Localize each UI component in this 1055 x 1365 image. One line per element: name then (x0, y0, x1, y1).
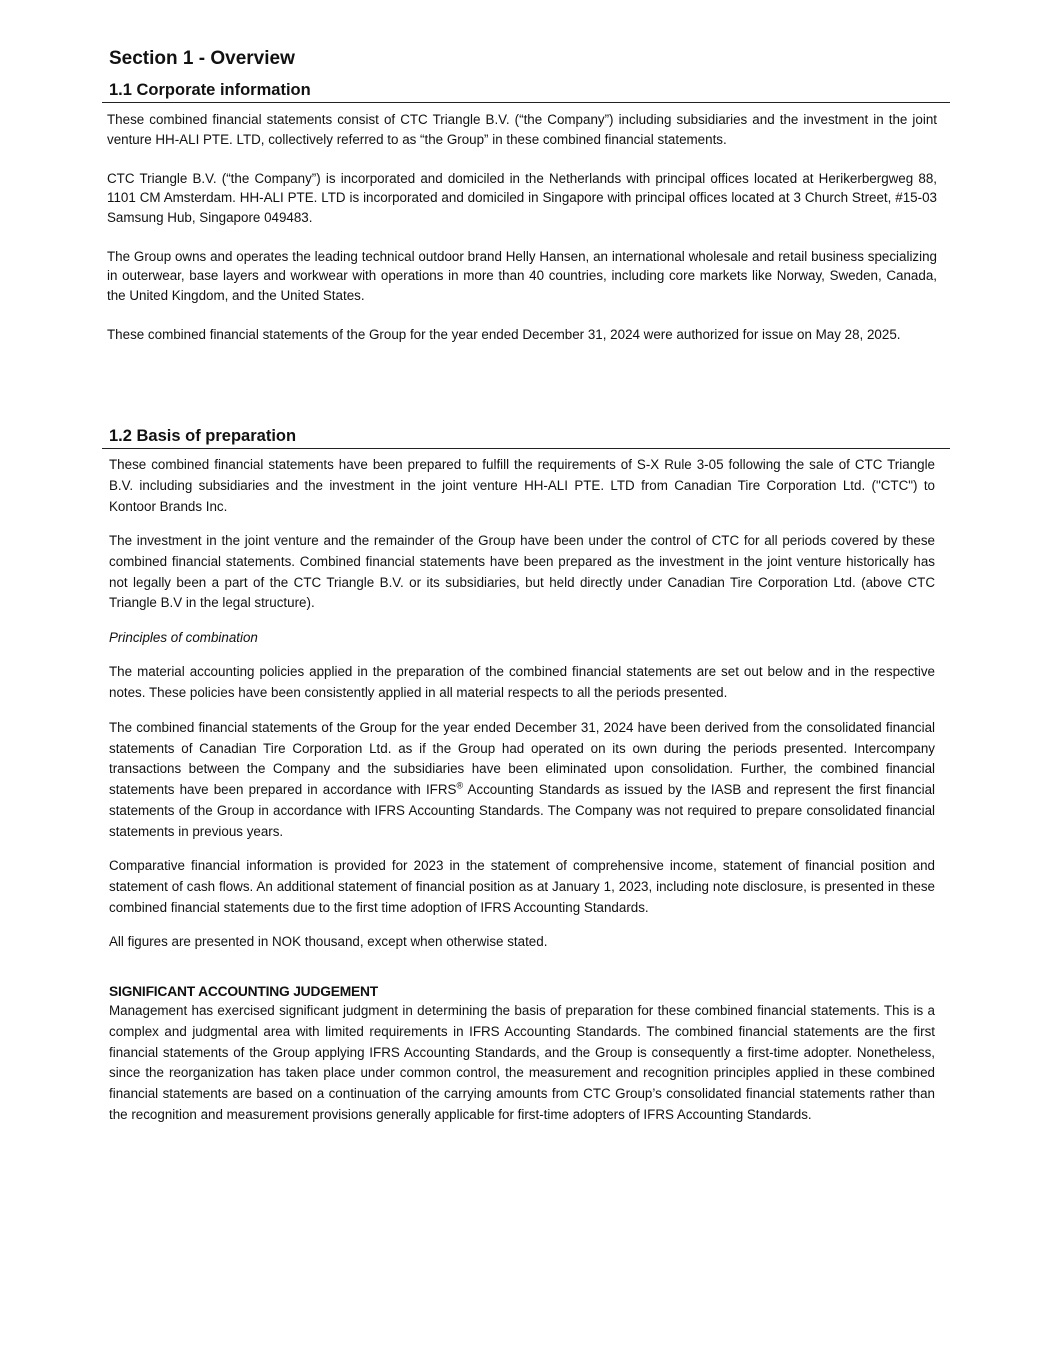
significant-judgement-heading: SIGNIFICANT ACCOUNTING JUDGEMENT (109, 984, 379, 999)
section-title: Section 1 - Overview (109, 48, 295, 69)
basis-paragraph (109, 718, 935, 843)
corporate-info-body (107, 110, 937, 364)
principles-of-combination-label: Principles of combination (109, 629, 258, 645)
judgement-body (109, 982, 935, 1126)
basis-paragraph: All figures are presented in NOK thousand, except when otherwise stated. (109, 934, 548, 950)
heading-rule (102, 102, 950, 103)
basis-of-preparation-body (109, 455, 935, 953)
basis-of-preparation-heading: 1.2 Basis of preparation (109, 427, 297, 445)
basis-paragraph: The material accounting policies applied in the preparation of the combined financial statements are set out below and in the respective notes. These policies have been consistently applied in all material respects to all the periods presented. (109, 664, 935, 701)
heading-rule (102, 448, 950, 449)
corporate-info-paragraph: These combined financial statements consist of CTC Triangle B.V. (“the Company”) including subsidiaries and the investment in the joint venture HH-ALI PTE. LTD, collectively referred to as “the Group” in these combined financial statements. (107, 112, 937, 147)
basis-text: The combined financial statements of the Group for the year ended December 31, 2024 have been derived from the consolidated financial statements of Canadian Tire Corporation Ltd. as if the Group had operated on its own during the periods presented. Intercompany transactions between the Company and the subsidiaries have been eliminated upon consolidation. Further, the combined financial statements have been prepared in accordance with IFRS (109, 719, 935, 798)
basis-paragraph: Comparative financial information is provided for 2023 in the statement of comprehensive income, statement of financial position and statement of cash flows. An additional statement of financial position as at January 1, 2023, including note disclosure, is presented in these combined financial statements due to the first time adoption of IFRS Accounting Standards. (109, 858, 935, 915)
basis-paragraph: The investment in the joint venture and the remainder of the Group have been under the control of CTC for all periods covered by these combined financial statements. Combined financial statements have been prepared as the investment in the joint venture historically has not legally been a part of the CTC Triangle B.V. or its subsidiaries, but held directly under Canadian Tire Corporation Ltd. (above CTC Triangle B.V in the legal structure). (109, 533, 935, 611)
corporate-info-heading: 1.1 Corporate information (109, 81, 311, 99)
registered-mark: ® (456, 780, 464, 791)
basis-paragraph: These combined financial statements have been prepared to fulfill the requirements of S-X Rule 3-05 following the sale of CTC Triangle B.V. including subsidiaries and the investment in the joint venture HH-ALI PTE. LTD from Canadian Tire Corporation Ltd. ("CTC") to Kontoor Brands Inc. (109, 457, 935, 514)
corporate-info-paragraph: The Group owns and operates the leading technical outdoor brand Helly Hansen, an international wholesale and retail business specializing in outerwear, base layers and workwear with operations in more than 40 countries, including core markets like Norway, Sweden, Canada, the United Kingdom, and the United States. (107, 248, 937, 303)
corporate-info-paragraph: CTC Triangle B.V. (“the Company”) is incorporated and domiciled in the Netherlands with principal offices located at Herikerbergweg 88, 1101 CM Amsterdam. HH-ALI PTE. LTD is incorporated and domiciled in Singapore with principal offices located at 3 Church Street, #15-03 Samsung Hub, Singapore 049483. (107, 170, 937, 225)
judgement-paragraph: Management has exercised significant judgment in determining the basis of preparation for these combined financial statements. This is a complex and judgmental area with limited requirements in IFRS Accounting Standards. The combined financial statements are the first financial statements of the Group applying IFRS Accounting Standards, and the Group is consequently a first-time adopter. Nonetheless, since the reorganization has taken place under common control, the measurement and recognition principles applied in these combined financial statements are based on a continuation of the carrying amounts from CTC Group’s consolidated financial statements rather than the recognition and measurement provisions generally applicable for first-time adopters of IFRS Accounting Standards. (109, 1003, 935, 1122)
corporate-info-paragraph: These combined financial statements of the Group for the year ended December 31, 2024 were authorized for issue on May 28, 2025. (107, 326, 901, 342)
basis-text: Accounting Standards as issued by the IASB and represent the first financial statements of the Group in accordance with IFRS Accounting Standards. The Company was not required to prepare consolidated financial statements in previous years. (109, 782, 935, 839)
